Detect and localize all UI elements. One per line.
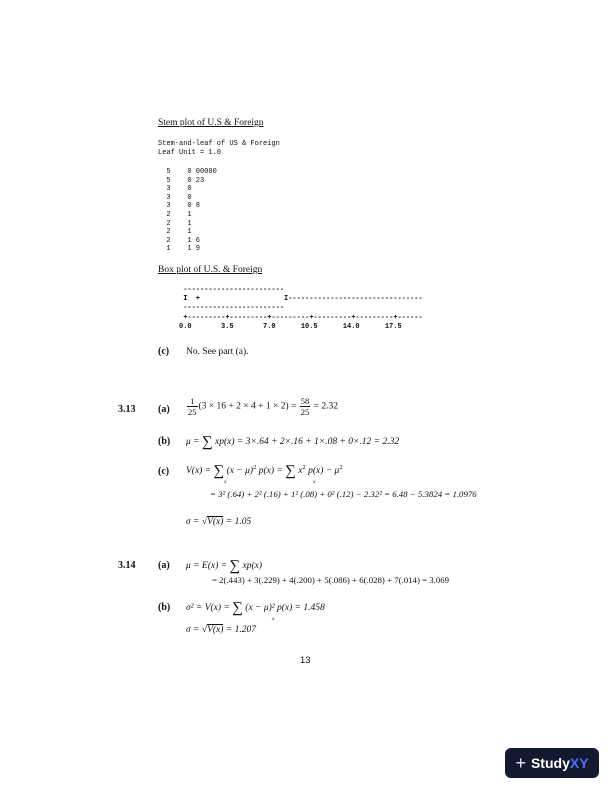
- summation-icon: ∑: [213, 463, 225, 479]
- eq-313-a: [186, 396, 338, 417]
- eq-313-c-line1: V(x) = ∑ $(x - \mu)^2$ p(x) = ∑ $x^2$ $p(x) - \mu^2$: [186, 463, 343, 479]
- eq-lhs: σ² = V(x) =: [186, 603, 230, 613]
- eq-mid: (3 × 16 + 2 × 4 + 1 × 2) =: [198, 401, 297, 412]
- part-b-label: (b): [158, 436, 171, 447]
- sum-subscript: x: [272, 616, 275, 622]
- eq-314-a-line1: [186, 558, 262, 575]
- part-c-label: (c): [158, 466, 170, 477]
- eq-lhs: μ =: [186, 437, 200, 447]
- problem-number-3-13: 3.13: [118, 404, 136, 415]
- summation-icon: ∑: [232, 600, 243, 616]
- sum-subscript: x: [224, 479, 227, 485]
- stem-plot-title: Stem-and-leaf of US & Foreign Leaf Unit = 1.0: [158, 140, 280, 157]
- eq-lhs: μ = E(x) =: [186, 561, 228, 571]
- page-number: 13: [300, 655, 311, 666]
- eq-result: = 2.32: [313, 401, 338, 412]
- part-b-label: (b): [158, 602, 171, 613]
- eq-mid: (x − μ): [226, 466, 254, 476]
- brand-name-b: XY: [569, 755, 589, 771]
- frac-den: 25: [300, 407, 310, 417]
- eq-rhs: xp(x) = 3×.64 + 2×.16 + 1×.08 + 0×.12 = 2.32: [215, 437, 400, 447]
- eq-314-b-line1: [186, 600, 325, 617]
- box-plot-body: ------------------------ I + I-------------------------------- ------------------------ +---------+---------+---------+---------+---------+------ 0.0 3.5 7.0 10.5 14.0 17.5: [179, 286, 423, 331]
- eq-lhs: σ =: [186, 517, 200, 527]
- frac-den: 25: [188, 407, 197, 417]
- problem-number-3-14: 3.14: [118, 560, 136, 571]
- eq-313-b: [186, 434, 399, 451]
- part-a-label: (a): [158, 560, 170, 571]
- eq-313-c-line2: = 3² (.64) + 2² (.16) + 1² (.08) + 0² (.12) − 2.32² = 6.48 − 5.3824 = 1.0976: [210, 489, 477, 499]
- eq-mid: (x − μ)² p(x) = 1.458: [245, 603, 325, 613]
- frac-num: 58: [300, 396, 310, 406]
- eq-mid2: p(x) =: [258, 466, 283, 476]
- sqrt-icon: √: [201, 625, 208, 635]
- summation-icon: ∑: [229, 558, 241, 574]
- eq-314-a-line2: = 2(.443) + 3(.229) + 4(.200) + 5(.086) + 6(.028) + 7(.014) = 3.069: [212, 575, 450, 585]
- summation-icon: ∑: [285, 463, 296, 479]
- eq-value: = 1.207: [225, 625, 256, 635]
- radicand: V(x): [207, 517, 224, 527]
- part-c-label: (c): [158, 346, 170, 357]
- frac-num: 1: [190, 396, 195, 406]
- eq-end: xp(x): [242, 561, 263, 571]
- sum-subscript: x: [313, 479, 316, 485]
- eq-lhs: σ =: [186, 625, 200, 635]
- eq-314-b-line2: [186, 625, 256, 635]
- brand-name-a: Study: [530, 755, 570, 771]
- summation-icon: ∑: [201, 434, 213, 450]
- radicand: V(x): [207, 625, 224, 635]
- sqrt-icon: √: [201, 517, 208, 527]
- part-a-label: (a): [158, 404, 170, 415]
- eq-end: x: [298, 466, 303, 476]
- box-plot-heading: Box plot of U.S. & Foreign: [158, 265, 263, 275]
- eq-313-sigma: [186, 517, 251, 527]
- stem-plot-heading: Stem plot of U.S & Foreign: [158, 118, 264, 128]
- eq-value: = 1.05: [225, 517, 252, 527]
- eq-lhs: V(x) =: [186, 466, 212, 476]
- eq-end2: p(x) − μ: [308, 466, 340, 476]
- part-c-text: No. See part (a).: [186, 347, 249, 357]
- studyxy-logo[interactable]: [505, 748, 599, 778]
- plus-icon: +: [515, 752, 526, 773]
- stem-plot-rows: 5 0 00000 5 0 23 3 0 3 0 3 0 8 2 1 2 1 2 1 2 1 6 1 1 9: [166, 168, 217, 254]
